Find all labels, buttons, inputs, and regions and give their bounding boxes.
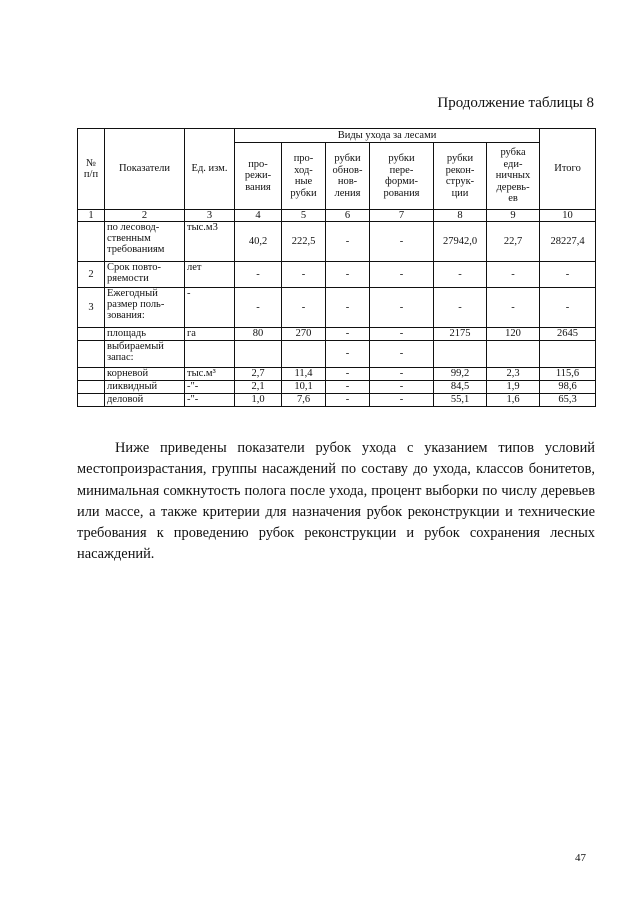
row-value: - bbox=[370, 262, 434, 288]
col-number: 9 bbox=[487, 210, 540, 222]
row-unit: га bbox=[185, 328, 235, 341]
row-value: - bbox=[540, 262, 596, 288]
row-value bbox=[235, 341, 282, 368]
header-thinning: про- режи- вания bbox=[235, 143, 282, 210]
row-value: - bbox=[326, 288, 370, 328]
row-value: 28227,4 bbox=[540, 222, 596, 262]
header-reconstruction-cuttings: рубки рекон- струк- ции bbox=[434, 143, 487, 210]
col-number: 5 bbox=[282, 210, 326, 222]
row-value: 1,0 bbox=[235, 394, 282, 407]
column-number-row bbox=[78, 210, 596, 222]
row-value: - bbox=[282, 288, 326, 328]
header-indicator: Показатели bbox=[105, 129, 185, 210]
row-value: 1,9 bbox=[487, 381, 540, 394]
row-value: - bbox=[487, 288, 540, 328]
row-num bbox=[78, 222, 105, 262]
row-num bbox=[78, 368, 105, 381]
col-number: 2 bbox=[105, 210, 185, 222]
table-row bbox=[78, 341, 596, 368]
row-indicator: Срок повто- ряемости bbox=[105, 262, 185, 288]
row-value: - bbox=[540, 288, 596, 328]
row-value: - bbox=[326, 368, 370, 381]
row-unit: - bbox=[185, 288, 235, 328]
row-unit: тыс.м3 bbox=[185, 222, 235, 262]
row-value: - bbox=[326, 341, 370, 368]
header-num: № п/п bbox=[78, 129, 105, 210]
row-value: - bbox=[235, 262, 282, 288]
table-row bbox=[78, 368, 596, 381]
row-num bbox=[78, 328, 105, 341]
table-row bbox=[78, 394, 596, 407]
row-unit: -"- bbox=[185, 394, 235, 407]
row-value: 2175 bbox=[434, 328, 487, 341]
row-unit: лет bbox=[185, 262, 235, 288]
row-value: - bbox=[370, 381, 434, 394]
row-value bbox=[434, 341, 487, 368]
col-number: 10 bbox=[540, 210, 596, 222]
row-value: 22,7 bbox=[487, 222, 540, 262]
row-value: - bbox=[326, 328, 370, 341]
col-number: 1 bbox=[78, 210, 105, 222]
table-row bbox=[78, 222, 596, 262]
row-value: 2,3 bbox=[487, 368, 540, 381]
row-value: 7,6 bbox=[282, 394, 326, 407]
row-value: 40,2 bbox=[235, 222, 282, 262]
row-value: 2645 bbox=[540, 328, 596, 341]
row-value: - bbox=[370, 328, 434, 341]
row-indicator: по лесовод- ственным требованиям bbox=[105, 222, 185, 262]
row-value bbox=[487, 341, 540, 368]
row-value: 99,2 bbox=[434, 368, 487, 381]
row-value: 1,6 bbox=[487, 394, 540, 407]
header-single-tree-cuttings: рубка еди- ничных деревь- ев bbox=[487, 143, 540, 210]
row-value: 98,6 bbox=[540, 381, 596, 394]
col-number: 8 bbox=[434, 210, 487, 222]
row-value: - bbox=[370, 341, 434, 368]
row-value: 120 bbox=[487, 328, 540, 341]
row-value: 10,1 bbox=[282, 381, 326, 394]
col-number: 3 bbox=[185, 210, 235, 222]
row-value: - bbox=[282, 262, 326, 288]
table-caption: Продолжение таблицы 8 bbox=[437, 95, 594, 111]
col-number: 6 bbox=[326, 210, 370, 222]
row-num: 2 bbox=[78, 262, 105, 288]
row-value: 11,4 bbox=[282, 368, 326, 381]
row-indicator: площадь bbox=[105, 328, 185, 341]
header-renewal-cuttings: рубки обнов- нов- ления bbox=[326, 143, 370, 210]
header-total: Итого bbox=[540, 129, 596, 210]
forest-care-table bbox=[77, 128, 596, 407]
row-value: - bbox=[370, 288, 434, 328]
row-value: 270 bbox=[282, 328, 326, 341]
table-row bbox=[78, 381, 596, 394]
row-value: 222,5 bbox=[282, 222, 326, 262]
row-value: 80 bbox=[235, 328, 282, 341]
row-value: 2,1 bbox=[235, 381, 282, 394]
row-value: - bbox=[370, 394, 434, 407]
header-passing-cuttings: про- ход- ные рубки bbox=[282, 143, 326, 210]
row-value: - bbox=[487, 262, 540, 288]
row-value: 27942,0 bbox=[434, 222, 487, 262]
row-value: - bbox=[434, 262, 487, 288]
row-value: 55,1 bbox=[434, 394, 487, 407]
row-value: - bbox=[326, 262, 370, 288]
row-value bbox=[540, 341, 596, 368]
row-indicator: Ежегодный размер поль- зования: bbox=[105, 288, 185, 328]
row-num bbox=[78, 394, 105, 407]
row-value: - bbox=[370, 222, 434, 262]
row-num bbox=[78, 381, 105, 394]
row-value: - bbox=[370, 368, 434, 381]
row-value: 115,6 bbox=[540, 368, 596, 381]
row-unit: -"- bbox=[185, 381, 235, 394]
row-unit bbox=[185, 341, 235, 368]
header-unit: Ед. изм. bbox=[185, 129, 235, 210]
row-indicator: ликвидный bbox=[105, 381, 185, 394]
row-value: - bbox=[326, 381, 370, 394]
row-value: - bbox=[434, 288, 487, 328]
row-value: 2,7 bbox=[235, 368, 282, 381]
col-number: 4 bbox=[235, 210, 282, 222]
body-paragraph: Ниже приведены показатели рубок ухода с указанием типов условий местопроизрастания, группы насаждений по составу до ухода, классов бонитетов, минимальная сомкнутость полога после ухода, процент выборки по числу деревьев или массе, а также критерии для назначения рубок реконструкции и технические требования к проведению рубок реконструкции и рубок сохранения лесных насаждений. bbox=[77, 440, 595, 563]
header-reformation-cuttings: рубки пере- форми- рования bbox=[370, 143, 434, 210]
row-value: 84,5 bbox=[434, 381, 487, 394]
table-row bbox=[78, 262, 596, 288]
row-indicator: деловой bbox=[105, 394, 185, 407]
row-value: - bbox=[326, 222, 370, 262]
col-number: 7 bbox=[370, 210, 434, 222]
page-number: 47 bbox=[575, 852, 586, 864]
row-value bbox=[282, 341, 326, 368]
row-indicator: выбираемый запас: bbox=[105, 341, 185, 368]
table-row bbox=[78, 328, 596, 341]
row-value: - bbox=[326, 394, 370, 407]
table-row bbox=[78, 288, 596, 328]
row-value: 65,3 bbox=[540, 394, 596, 407]
row-indicator: корневой bbox=[105, 368, 185, 381]
header-group-care-types: Виды ухода за лесами bbox=[235, 129, 540, 143]
row-unit: тыс.м³ bbox=[185, 368, 235, 381]
row-value: - bbox=[235, 288, 282, 328]
row-num bbox=[78, 341, 105, 368]
row-num: 3 bbox=[78, 288, 105, 328]
